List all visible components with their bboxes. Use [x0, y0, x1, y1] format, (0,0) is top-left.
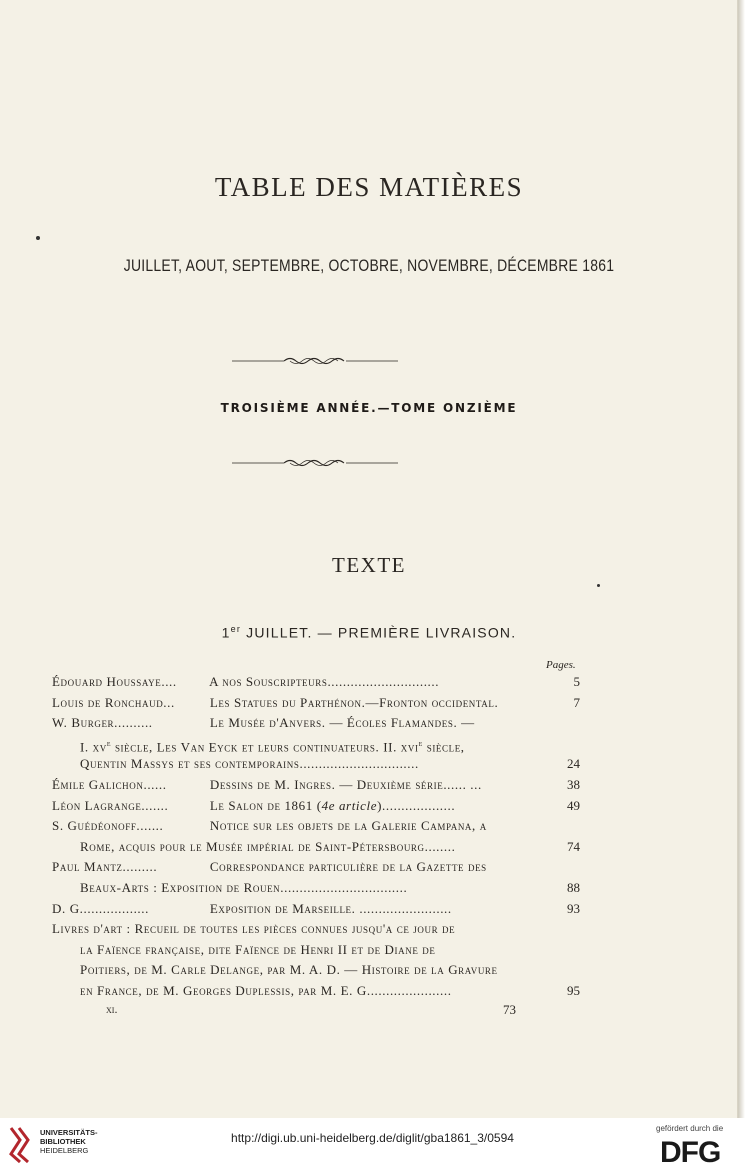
toc-author: Paul Mantz.........	[52, 859, 158, 875]
page-edge	[738, 0, 745, 1118]
toc-title: Dessins de M. Ingres. — Deuxième série...... ...	[206, 776, 482, 792]
toc-text: I. xv	[80, 739, 107, 755]
toc-line	[52, 981, 580, 1002]
toc-text: en France, de M. Georges Duplessis, par M. E. G......................	[80, 982, 452, 998]
dfg-logo[interactable]: DFG	[660, 1136, 721, 1169]
toc-author: Édouard Houssaye....	[52, 674, 177, 689]
toc-page-number: 88	[567, 879, 580, 895]
library-name-line: HEIDELBERG	[40, 1146, 89, 1155]
section-heading: TEXTE	[332, 553, 406, 577]
library-name-line: UNIVERSITÄTS-	[40, 1128, 98, 1137]
toc-line	[52, 899, 580, 920]
toc-text: la Faïence française, dite Faïence de Henri II et de Diane de	[80, 941, 436, 957]
toc-page-number: 38	[567, 776, 580, 792]
issue-number: 1	[221, 624, 231, 641]
toc-title: A nos Souscripteurs.............................	[206, 674, 440, 689]
library-name-line: BIBLIOTHEK	[40, 1137, 86, 1146]
toc-page-number: 49	[567, 797, 580, 813]
toc-title: Les Statues du Parthénon.—Fronton occidental.	[206, 694, 499, 710]
toc-title: Le Musée d'Anvers. — Écoles Flamandes. —	[206, 715, 475, 731]
toc-superscript: e	[106, 738, 112, 748]
toc-text: Poitiers, de M. Carle Delange, par M. A. D. — Histoire de la Gravure	[80, 962, 498, 978]
toc-text: siècle,	[422, 739, 465, 755]
ink-speck	[36, 236, 40, 240]
months-line: JUILLET, AOUT, SEPTEMBRE, OCTOBRE, NOVEMBRE, DÉCEMBRE 1861	[123, 256, 615, 275]
toc-superscript: e	[418, 738, 423, 748]
permalink-url[interactable]: http://digi.ub.uni-heidelberg.de/diglit/gba1861_3/0594	[231, 1131, 514, 1145]
toc-text: Beaux-Arts : Exposition de Rouen.................................	[80, 879, 408, 895]
issue-superscript: er	[230, 624, 242, 634]
page-title: TABLE DES MATIÈRES	[214, 172, 524, 202]
toc-line	[52, 754, 580, 775]
toc-author: Livres d'art :	[52, 921, 131, 937]
sheet-number: 73	[503, 1002, 516, 1017]
volume-subtitle: TROISIÈME ANNÉE.—TOME ONZIÈME	[220, 401, 518, 415]
toc-text: Rome, acquis pour le Musée impérial de Saint-Pétersbourg........	[80, 838, 456, 854]
toc-title: Correspondance particulière de la Gazette des	[206, 859, 487, 875]
toc-page-number: 74	[567, 838, 580, 854]
toc-author: W. Burger..........	[52, 715, 153, 731]
ornament-divider-icon	[232, 456, 398, 470]
toc-author: Émile Galichon......	[52, 776, 167, 792]
toc-author: Louis de Ronchaud...	[52, 694, 175, 710]
toc-title: Notice sur les objets de la Galerie Campana, a	[206, 818, 487, 834]
pages-column-label: Pages.	[546, 659, 576, 671]
toc-author: S. Guédéonoff.......	[52, 818, 164, 834]
toc-line	[52, 672, 580, 693]
toc-line	[52, 775, 580, 796]
toc-page-number: 5	[573, 674, 580, 689]
issue-title: JUILLET. — PREMIÈRE LIVRAISON.	[241, 624, 517, 641]
toc-line	[52, 857, 580, 878]
toc-author: D. G..................	[52, 900, 149, 916]
funding-caption: gefördert durch die	[656, 1124, 724, 1133]
toc-line	[52, 734, 580, 755]
toc-title: Le Salon de 1861 (	[206, 797, 322, 813]
toc-line	[52, 713, 580, 734]
toc-line	[52, 837, 580, 858]
toc-line	[52, 816, 580, 837]
toc-title-italic: 4e article	[321, 797, 378, 813]
toc-line	[52, 878, 580, 899]
toc-line	[52, 693, 580, 714]
toc-text: Quentin Massys et ses contemporains...............................	[80, 756, 419, 772]
toc-line	[52, 919, 580, 940]
issue-heading	[0, 624, 738, 641]
toc-line	[52, 940, 580, 961]
toc-author: Léon Lagrange.......	[52, 797, 169, 813]
toc-page-number: 95	[567, 982, 580, 998]
toc-page-number: 24	[567, 756, 580, 772]
toc-line	[52, 796, 580, 817]
ink-speck	[597, 584, 600, 587]
signature-mark: xi.	[106, 1002, 118, 1016]
table-of-contents	[52, 672, 580, 1002]
toc-page-number: 93	[567, 900, 580, 916]
toc-title: )...................	[377, 797, 456, 813]
toc-title: Exposition de Marseille. ........................	[206, 900, 452, 916]
toc-page-number: 7	[573, 694, 580, 710]
toc-text: siècle, Les Van Eyck et leurs continuateurs. II. xvi	[111, 739, 419, 755]
toc-title: Recueil de toutes les pièces connues jusqu'a ce jour de	[130, 921, 456, 937]
ornament-divider-icon	[232, 354, 398, 368]
toc-line	[52, 960, 580, 981]
